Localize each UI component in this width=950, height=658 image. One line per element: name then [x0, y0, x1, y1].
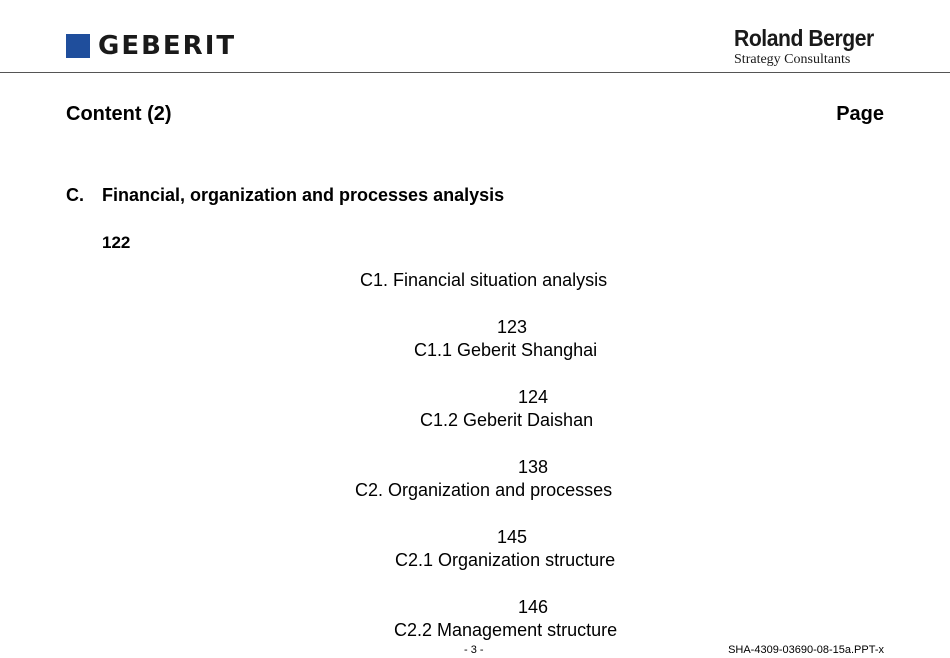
footer-page-number: - 3 - — [464, 644, 484, 656]
toc-entry-label: C1. Financial situation analysis — [360, 270, 608, 290]
header-divider — [0, 72, 950, 73]
footer-document-code: SHA-4309-03690-08-15a.PPT-x — [728, 644, 884, 656]
toc-entry-page: 138 — [518, 457, 549, 477]
toc-entry-label: C2. Organization and processes — [355, 480, 613, 500]
page-title: Content (2) — [66, 103, 172, 125]
toc-entry-label: C1.1 Geberit Shanghai — [414, 340, 598, 360]
toc-entry-page: 146 — [518, 597, 549, 617]
roland-berger-subtitle: Strategy Consultants — [734, 52, 851, 67]
geberit-logo — [66, 33, 236, 59]
geberit-logo-square-icon — [66, 34, 90, 58]
geberit-logo-text: GEBERIT — [98, 31, 237, 61]
roland-berger-logo — [734, 25, 886, 67]
toc-entry-label: C1.2 Geberit Daishan — [420, 410, 594, 430]
toc-entry-page: 124 — [518, 387, 549, 407]
toc-entry-page: 145 — [497, 527, 528, 547]
roland-berger-name: Roland Berger — [734, 25, 874, 51]
section-title: Financial, organization and processes analysis — [102, 185, 505, 205]
toc-entry-label: C2.2 Management structure — [394, 620, 618, 640]
section-page-number: 122 — [102, 233, 131, 252]
toc-entry-page: 123 — [497, 317, 528, 337]
page-column-label: Page — [836, 103, 884, 125]
toc-entry-label: C2.1 Organization structure — [395, 550, 616, 570]
section-letter: C. — [66, 185, 84, 205]
